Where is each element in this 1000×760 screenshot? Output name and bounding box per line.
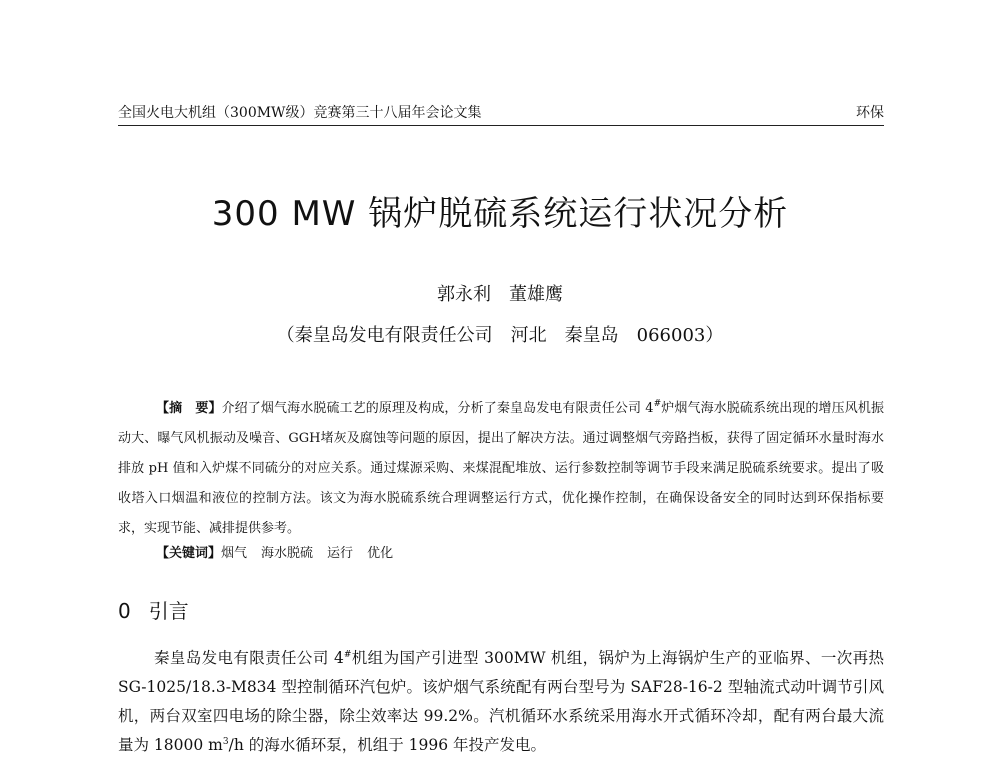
section-category: 环保 [856, 105, 884, 121]
section-heading [118, 597, 189, 625]
abstract-text-part1: 介绍了烟气海水脱硫工艺的原理及构成，分析了秦皇岛发电有限责任公司 4 [221, 401, 654, 416]
paper-title: 300 MW 锅炉脱硫系统运行状况分析 [211, 194, 789, 234]
abstract-superscript: # [653, 399, 662, 409]
body-text-part3: /h 的海水循环泵，机组于 1996 年投产发电。 [228, 736, 547, 754]
body-text-part2: 机组为国产引进型 300MW 机组，锅炉为上海锅炉生产的亚临界、一次再热 SG-1025/18.3-M834 型控制循环汽包炉。该炉烟气系统配有两台型号为 SAF28-16-2 型轴流式动叶调节引风机，两台双室四电场的除尘器，除尘效率达 99.2%。汽机循环水系统采用海水开式循环冷却，配有两台最大流量为 18000 m [118, 649, 884, 754]
abstract-paragraph [118, 394, 884, 544]
abstract-text-part2: 炉烟气海水脱硫系统出现的增压风机振动大、曝气风机振动及噪音、GGH堵灰及腐蚀等问题的原因，提出了解决方法。通过调整烟气旁路挡板，获得了固定循环水量时海水排放 pH 值和入炉煤不同硫分的对应关系。通过煤源采购、来煤混配堆放、运行参数控制等调节手段来满足脱硫系统要求。提出了吸收塔入口烟温和液位的控制方法。该文为海水脱硫系统合理调整运行方式，优化操作控制，在确保设备安全的同时达到环保指标要求，实现节能、减排提供参考。 [118, 401, 884, 536]
body-text [118, 644, 884, 760]
affiliation: （秦皇岛发电有限责任公司 河北 秦皇岛 066003） [276, 325, 724, 346]
keywords [156, 540, 884, 568]
journal-name: 全国火电大机组（300MW级）竞赛第三十八届年会论文集 [118, 105, 482, 121]
keywords-label: 【关键词】 [156, 546, 222, 561]
keyword-item: 烟气 [221, 546, 248, 561]
keyword-item: 优化 [367, 546, 394, 561]
running-header [118, 101, 884, 126]
authors: 郭永利 董雄鹰 [437, 284, 563, 305]
section-number: 0 [118, 599, 131, 623]
body-paragraph [118, 644, 884, 760]
abstract [118, 394, 884, 544]
body-superscript-2: 3 [222, 737, 229, 747]
keyword-item: 运行 [327, 546, 354, 561]
body-superscript-1: # [343, 650, 352, 660]
keyword-item: 海水脱硫 [261, 546, 314, 561]
section-title: 引言 [148, 599, 189, 623]
body-text-part1: 秦皇岛发电有限责任公司 4 [154, 649, 344, 667]
abstract-label: 【摘 要】 [156, 401, 222, 416]
